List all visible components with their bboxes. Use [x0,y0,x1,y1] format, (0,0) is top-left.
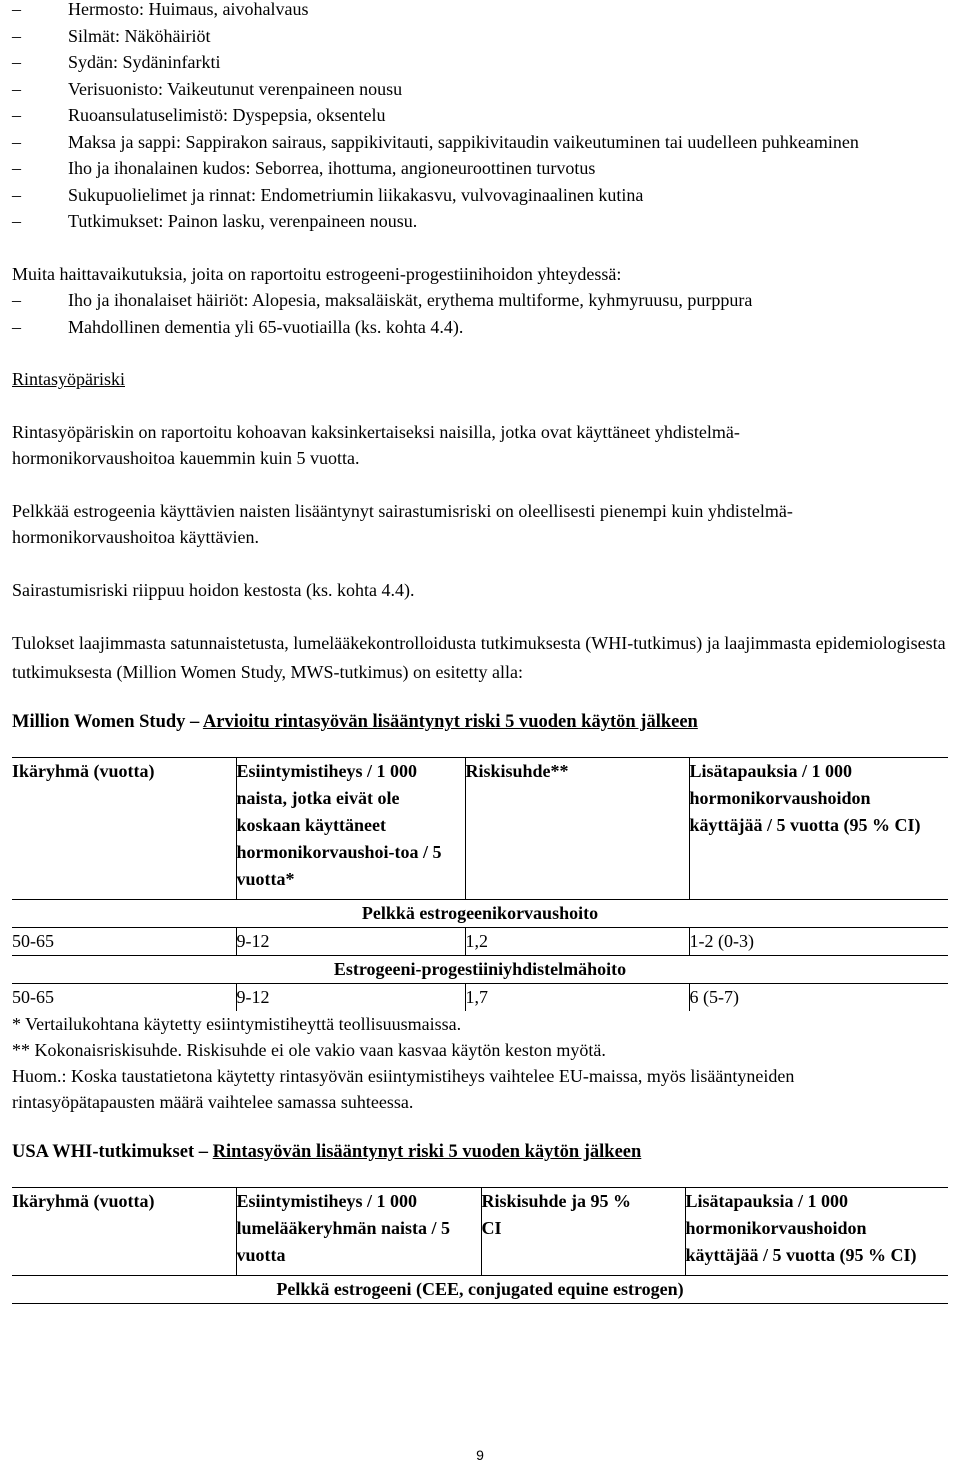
mws-table [12,757,948,1011]
list-item: – Verisuonisto: Vaikeutunut verenpaineen nousu [12,76,948,103]
paragraph-breast-cancer-risk: Rintasyöpäriskin on raportoitu kohoavan kaksinkertaiseksi naisilla, jotka ovat käyttäneet yhdistelmä-hormonikorvaushoitoa kauemmin kuin 5 vuotta. [12,421,740,468]
list-item: – Sydän: Sydäninfarkti [12,49,948,76]
header-cell: Lisätapauksia / 1 000 hormonikorvaushoidon käyttäjää / 5 vuotta (95 % CI) [689,758,948,900]
list-item: – Mahdollinen dementia yli 65-vuotiailla (ks. kohta 4.4). [12,314,948,341]
dash-marker: – [12,158,21,178]
document-page [12,0,948,1304]
dash-marker: – [12,52,21,72]
list-item: – Tutkimukset: Painon lasku, verenpaineen nousu. [12,208,948,235]
mws-table-notes [12,1011,948,1115]
group-heading: Pelkkä estrogeenikorvaushoito [12,900,948,928]
header-cell: Ikäryhmä (vuotta) [12,1188,236,1276]
table-cell: 6 (5-7) [689,984,948,1012]
paragraph-duration: Sairastumisriski riippuu hoidon kestosta (ks. kohta 4.4). [12,579,415,600]
table-group-row [12,1276,948,1304]
group-heading: Estrogeeni-progestiiniyhdistelmähoito [12,956,948,984]
header-cell: Esiintymistiheys / 1 000 naista, jotka eivät ole koskaan käyttäneet hormonikorvaushoi-toa / 5 vuotta* [236,758,465,900]
table-cell: 1-2 (0-3) [689,928,948,956]
header-cell: Esiintymistiheys / 1 000 lumelääkeryhmän naista / 5 vuotta [236,1188,481,1276]
table-cell: 1,7 [465,984,689,1012]
dash-marker: – [12,316,21,337]
table-header-row [12,758,948,900]
table-cell: 50-65 [12,928,236,956]
header-cell: Riskisuhde** [465,758,689,900]
section-title: Rintasyöpäriski [12,369,125,389]
table-row [12,928,948,956]
dash-marker: – [12,131,21,152]
other-effects-intro: Muita haittavaikutuksia, joita on raportoitu estrogeeni-progestiinihoidon yhteydessä: [12,263,622,284]
dash-marker: – [12,105,21,125]
list-item: – Maksa ja sappi: Sappirakon sairaus, sappikivitauti, sappikivitaudin vaikeutuminen tai uudelleen puhkeaminen [12,129,948,156]
dash-marker: – [12,290,21,310]
whi-table [12,1187,948,1304]
header-cell: Riskisuhde ja 95 % CI [481,1188,685,1276]
list-item: – Ruoansulatuselimistö: Dyspepsia, oksentelu [12,102,948,129]
other-effects-list [12,287,948,340]
paragraph-estrogen-only: Pelkkää estrogeenia käyttävien naisten lisääntynyt sairastumisriski on oleellisesti pienempi kuin yhdistelmä-hormonikorvaushoitoa käyttävien. [12,500,793,547]
table-header-row [12,1188,948,1276]
table-group-row [12,900,948,928]
table-row [12,984,948,1012]
mws-table-title: Million Women Study – Arvioitu rintasyövän lisääntynyt riski 5 vuoden käytön jälkeen [12,712,698,732]
list-item: – Sukupuolielimet ja rinnat: Endometriumin liikakasvu, vulvovaginaalinen kutina [12,182,948,209]
paragraph-studies: Tulokset laajimmasta satunnaistetusta, lumelääkekontrolloidusta tutkimuksesta (WHI-tutkimus) ja laajimmasta epidemiologisesta tutkimuksesta (Million Women Study, MWS-tutkimus) on esitetty alla: [12,633,946,682]
list-item: – Hermosto: Huimaus, aivohalvaus [12,0,948,23]
table-cell: 50-65 [12,984,236,1012]
dash-marker: – [12,0,21,19]
table-cell: 9-12 [236,928,465,956]
table-group-row [12,956,948,984]
list-item: – Iho ja ihonalainen kudos: Seborrea, ihottuma, angioneuroottinen turvotus [12,155,948,182]
list-item: – Iho ja ihonalaiset häiriöt: Alopesia, maksaläiskät, erythema multiforme, kyhmyruusu, purppura [12,287,948,314]
table-cell: 1,2 [465,928,689,956]
table-cell: 9-12 [236,984,465,1012]
footnote: Huom.: Koska taustatietona käytetty rintasyövän esiintymistiheys vaihtelee EU-maissa, myös lisääntyneiden rintasyöpätapausten määrä vaihtelee samassa suhteessa. [12,1066,795,1112]
group-heading: Pelkkä estrogeeni (CEE, conjugated equine estrogen) [12,1276,948,1304]
dash-marker: – [12,211,21,231]
adverse-effects-list [12,0,948,235]
dash-marker: – [12,25,21,46]
list-item: – Silmät: Näköhäiriöt [12,23,948,50]
page-number: 9 [476,1447,484,1463]
footnote: ** Kokonaisriskisuhde. Riskisuhde ei ole vakio vaan kasvaa käytön keston myötä. [12,1040,606,1060]
dash-marker: – [12,78,21,99]
footnote: * Vertailukohtana käytetty esiintymistiheyttä teollisuusmaissa. [12,1014,462,1034]
header-cell: Lisätapauksia / 1 000 hormonikorvaushoidon käyttäjää / 5 vuotta (95 % CI) [685,1188,948,1276]
header-cell: Ikäryhmä (vuotta) [12,758,236,900]
whi-table-title: USA WHI-tutkimukset – Rintasyövän lisääntynyt riski 5 vuoden käytön jälkeen [12,1142,642,1162]
dash-marker: – [12,184,21,205]
